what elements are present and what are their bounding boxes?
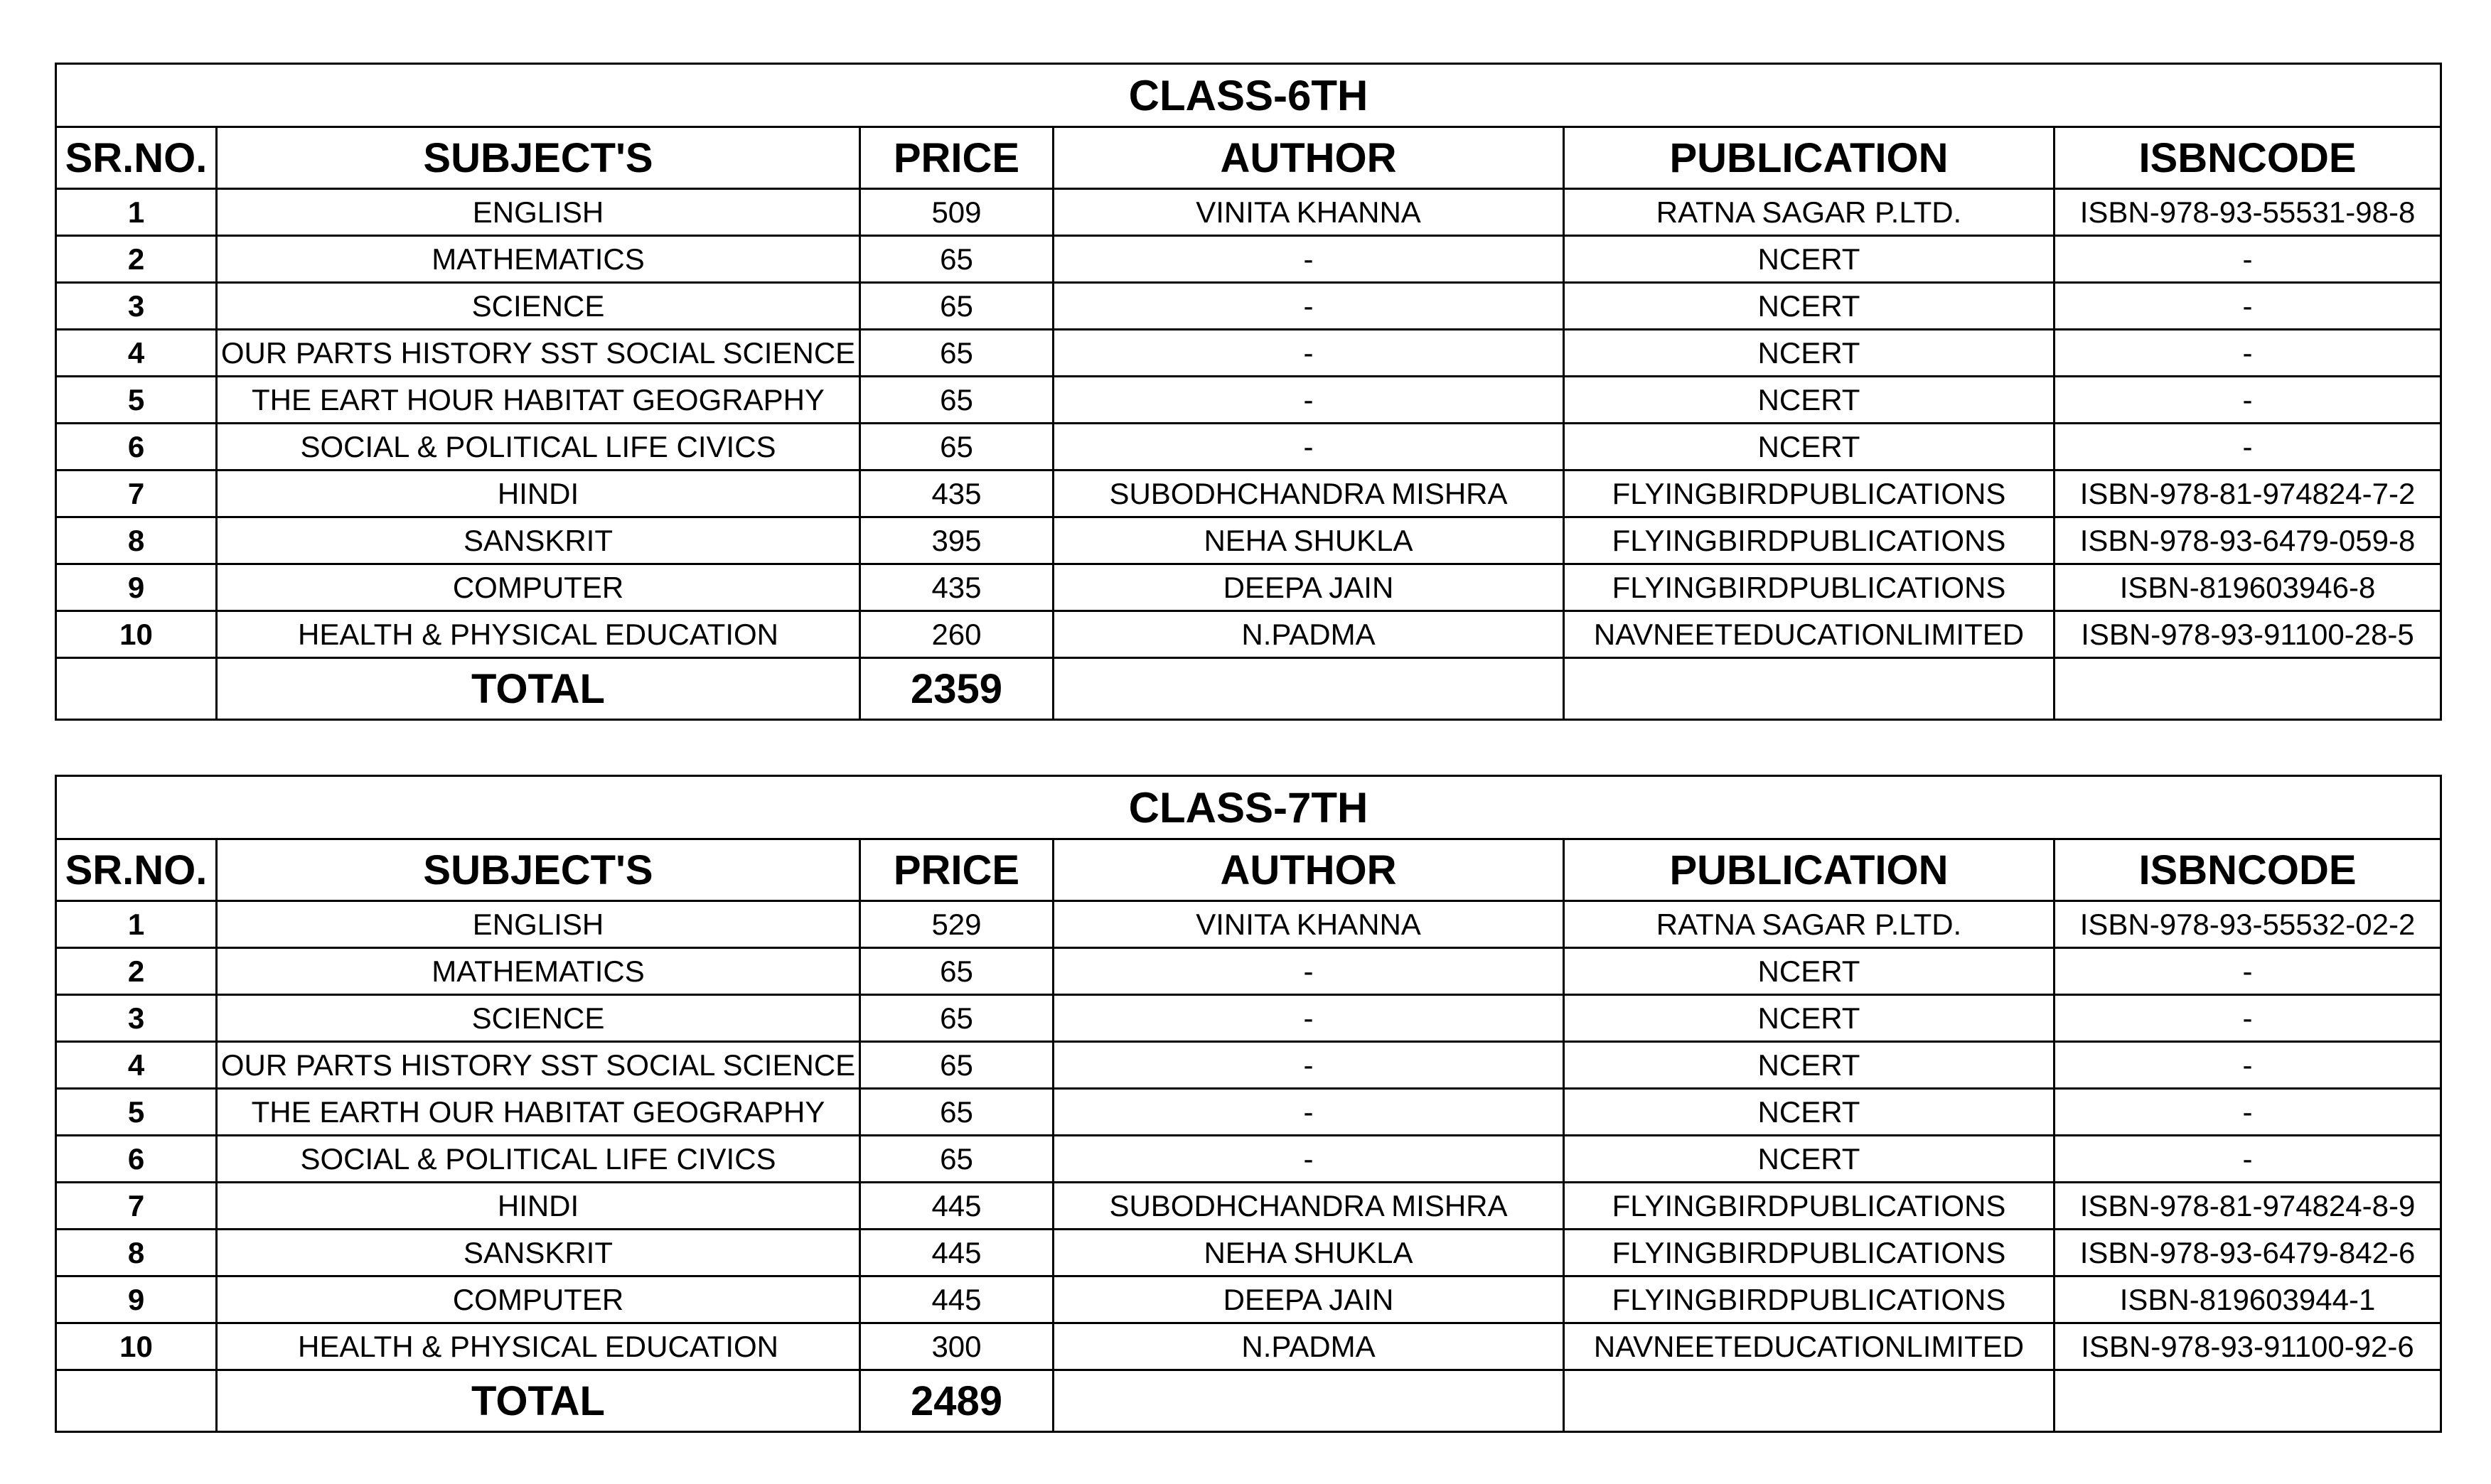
- cell-isbn: -: [2055, 1042, 2441, 1089]
- cell-publication: NAVNEETEDUCATIONLIMITED: [1564, 1323, 2055, 1370]
- cell-author: SUBODHCHANDRA MISHRA: [1054, 471, 1564, 517]
- table-row: [56, 948, 2441, 995]
- cell-isbn: -: [2055, 948, 2441, 995]
- cell-isbn: -: [2055, 283, 2441, 330]
- cell-sr-no: 9: [56, 564, 217, 611]
- cell-isbn: -: [2055, 424, 2441, 471]
- table-title: CLASS-6TH: [56, 64, 2441, 127]
- table-row: [56, 1323, 2441, 1370]
- cell-sr-no: 7: [56, 1183, 217, 1230]
- cell-subject: HEALTH & PHYSICAL EDUCATION: [217, 611, 860, 658]
- total-empty-cell: [1054, 658, 1564, 720]
- table-row: [56, 189, 2441, 236]
- table-row: [56, 1136, 2441, 1183]
- cell-sr-no: 4: [56, 330, 217, 377]
- cell-subject: HINDI: [217, 471, 860, 517]
- cell-price: 65: [860, 236, 1054, 283]
- cell-author: -: [1054, 283, 1564, 330]
- cell-isbn: ISBN-978-81-974824-7-2: [2055, 471, 2441, 517]
- table-title-row: [56, 64, 2441, 127]
- total-label: TOTAL: [217, 658, 860, 720]
- cell-isbn: ISBN-978-93-6479-842-6: [2055, 1230, 2441, 1276]
- total-value: 2489: [860, 1370, 1054, 1432]
- header-row: [56, 127, 2441, 189]
- cell-author: VINITA KHANNA: [1054, 901, 1564, 948]
- cell-author: DEEPA JAIN: [1054, 564, 1564, 611]
- header-isbn: ISBNCODE: [2055, 839, 2441, 901]
- cell-publication: NCERT: [1564, 424, 2055, 471]
- cell-publication: FLYINGBIRDPUBLICATIONS: [1564, 471, 2055, 517]
- cell-sr-no: 2: [56, 948, 217, 995]
- cell-subject: SCIENCE: [217, 995, 860, 1042]
- cell-author: N.PADMA: [1054, 1323, 1564, 1370]
- header-sr-no: SR.NO.: [56, 839, 217, 901]
- cell-price: 260: [860, 611, 1054, 658]
- cell-publication: NCERT: [1564, 283, 2055, 330]
- cell-author: NEHA SHUKLA: [1054, 1230, 1564, 1276]
- cell-price: 435: [860, 471, 1054, 517]
- cell-author: -: [1054, 948, 1564, 995]
- header-publication: PUBLICATION: [1564, 839, 2055, 901]
- cell-sr-no: 10: [56, 1323, 217, 1370]
- cell-sr-no: 10: [56, 611, 217, 658]
- cell-subject: ENGLISH: [217, 901, 860, 948]
- cell-price: 65: [860, 995, 1054, 1042]
- cell-sr-no: 8: [56, 1230, 217, 1276]
- table-row: [56, 901, 2441, 948]
- total-empty-cell: [1564, 658, 2055, 720]
- cell-subject: SANSKRIT: [217, 517, 860, 564]
- cell-subject: OUR PARTS HISTORY SST SOCIAL SCIENCE: [217, 330, 860, 377]
- cell-isbn: -: [2055, 377, 2441, 424]
- cell-price: 65: [860, 948, 1054, 995]
- cell-publication: FLYINGBIRDPUBLICATIONS: [1564, 564, 2055, 611]
- cell-sr-no: 1: [56, 901, 217, 948]
- cell-isbn: -: [2055, 1089, 2441, 1136]
- cell-price: 529: [860, 901, 1054, 948]
- cell-sr-no: 2: [56, 236, 217, 283]
- table-row: [56, 330, 2441, 377]
- cell-publication: NCERT: [1564, 1136, 2055, 1183]
- cell-author: -: [1054, 236, 1564, 283]
- cell-sr-no: 9: [56, 1276, 217, 1323]
- table-row: [56, 611, 2441, 658]
- cell-subject: OUR PARTS HISTORY SST SOCIAL SCIENCE: [217, 1042, 860, 1089]
- cell-publication: FLYINGBIRDPUBLICATIONS: [1564, 1230, 2055, 1276]
- cell-subject: HINDI: [217, 1183, 860, 1230]
- total-empty-cell: [2055, 1370, 2441, 1432]
- cell-sr-no: 3: [56, 995, 217, 1042]
- table-row: [56, 517, 2441, 564]
- cell-subject: SCIENCE: [217, 283, 860, 330]
- cell-publication: NCERT: [1564, 1089, 2055, 1136]
- cell-subject: SOCIAL & POLITICAL LIFE CIVICS: [217, 424, 860, 471]
- cell-sr-no: 5: [56, 1089, 217, 1136]
- table-row: [56, 1230, 2441, 1276]
- cell-isbn: -: [2055, 330, 2441, 377]
- cell-subject: MATHEMATICS: [217, 948, 860, 995]
- table-row: [56, 377, 2441, 424]
- cell-price: 65: [860, 1042, 1054, 1089]
- cell-sr-no: 7: [56, 471, 217, 517]
- cell-price: 395: [860, 517, 1054, 564]
- cell-subject: MATHEMATICS: [217, 236, 860, 283]
- cell-isbn: ISBN-978-93-55531-98-8: [2055, 189, 2441, 236]
- cell-subject: SANSKRIT: [217, 1230, 860, 1276]
- table-row: [56, 1042, 2441, 1089]
- cell-publication: RATNA SAGAR P.LTD.: [1564, 901, 2055, 948]
- cell-sr-no: 6: [56, 424, 217, 471]
- cell-price: 65: [860, 1136, 1054, 1183]
- total-value: 2359: [860, 658, 1054, 720]
- table-row: [56, 471, 2441, 517]
- cell-isbn: ISBN-819603946-8: [2055, 564, 2441, 611]
- cell-publication: NCERT: [1564, 995, 2055, 1042]
- cell-publication: FLYINGBIRDPUBLICATIONS: [1564, 1183, 2055, 1230]
- cell-author: VINITA KHANNA: [1054, 189, 1564, 236]
- cell-author: -: [1054, 1136, 1564, 1183]
- cell-sr-no: 1: [56, 189, 217, 236]
- total-empty-cell: [1054, 1370, 1564, 1432]
- cell-subject: ENGLISH: [217, 189, 860, 236]
- table-row: [56, 995, 2441, 1042]
- cell-author: N.PADMA: [1054, 611, 1564, 658]
- cell-subject: COMPUTER: [217, 564, 860, 611]
- cell-price: 509: [860, 189, 1054, 236]
- header-price: PRICE: [860, 127, 1054, 189]
- cell-publication: FLYINGBIRDPUBLICATIONS: [1564, 1276, 2055, 1323]
- header-subject: SUBJECT'S: [217, 127, 860, 189]
- cell-price: 65: [860, 283, 1054, 330]
- cell-sr-no: 5: [56, 377, 217, 424]
- cell-publication: RATNA SAGAR P.LTD.: [1564, 189, 2055, 236]
- cell-author: -: [1054, 424, 1564, 471]
- table-row: [56, 1089, 2441, 1136]
- total-label: TOTAL: [217, 1370, 860, 1432]
- cell-sr-no: 3: [56, 283, 217, 330]
- table-row: [56, 236, 2441, 283]
- header-subject: SUBJECT'S: [217, 839, 860, 901]
- cell-subject: HEALTH & PHYSICAL EDUCATION: [217, 1323, 860, 1370]
- cell-price: 65: [860, 377, 1054, 424]
- header-isbn: ISBNCODE: [2055, 127, 2441, 189]
- header-author: AUTHOR: [1054, 127, 1564, 189]
- cell-author: -: [1054, 995, 1564, 1042]
- class-7-book-table: [55, 775, 2442, 1433]
- cell-author: DEEPA JAIN: [1054, 1276, 1564, 1323]
- cell-author: -: [1054, 1042, 1564, 1089]
- cell-author: NEHA SHUKLA: [1054, 517, 1564, 564]
- cell-publication: NCERT: [1564, 377, 2055, 424]
- cell-isbn: ISBN-819603944-1: [2055, 1276, 2441, 1323]
- cell-isbn: -: [2055, 995, 2441, 1042]
- cell-author: -: [1054, 1089, 1564, 1136]
- cell-price: 445: [860, 1230, 1054, 1276]
- total-empty-cell: [2055, 658, 2441, 720]
- total-empty-cell: [56, 1370, 217, 1432]
- cell-author: -: [1054, 377, 1564, 424]
- total-row: [56, 658, 2441, 720]
- total-empty-cell: [1564, 1370, 2055, 1432]
- cell-price: 65: [860, 330, 1054, 377]
- header-price: PRICE: [860, 839, 1054, 901]
- table-title: CLASS-7TH: [56, 776, 2441, 839]
- cell-publication: NCERT: [1564, 330, 2055, 377]
- cell-subject: COMPUTER: [217, 1276, 860, 1323]
- cell-isbn: ISBN-978-93-55532-02-2: [2055, 901, 2441, 948]
- cell-publication: NCERT: [1564, 1042, 2055, 1089]
- cell-subject: SOCIAL & POLITICAL LIFE CIVICS: [217, 1136, 860, 1183]
- cell-subject: THE EARTH OUR HABITAT GEOGRAPHY: [217, 1089, 860, 1136]
- cell-author: -: [1054, 330, 1564, 377]
- cell-isbn: ISBN-978-93-91100-28-5: [2055, 611, 2441, 658]
- total-empty-cell: [56, 658, 217, 720]
- cell-isbn: -: [2055, 236, 2441, 283]
- cell-sr-no: 6: [56, 1136, 217, 1183]
- cell-isbn: ISBN-978-81-974824-8-9: [2055, 1183, 2441, 1230]
- cell-isbn: -: [2055, 1136, 2441, 1183]
- cell-price: 445: [860, 1276, 1054, 1323]
- cell-price: 300: [860, 1323, 1054, 1370]
- header-author: AUTHOR: [1054, 839, 1564, 901]
- table-row: [56, 1183, 2441, 1230]
- cell-price: 435: [860, 564, 1054, 611]
- header-publication: PUBLICATION: [1564, 127, 2055, 189]
- table-row: [56, 564, 2441, 611]
- cell-publication: FLYINGBIRDPUBLICATIONS: [1564, 517, 2055, 564]
- table-row: [56, 283, 2441, 330]
- cell-publication: NCERT: [1564, 948, 2055, 995]
- table-row: [56, 424, 2441, 471]
- cell-subject: THE EART HOUR HABITAT GEOGRAPHY: [217, 377, 860, 424]
- class-6-book-table: [55, 63, 2442, 721]
- total-row: [56, 1370, 2441, 1432]
- cell-sr-no: 8: [56, 517, 217, 564]
- cell-isbn: ISBN-978-93-6479-059-8: [2055, 517, 2441, 564]
- cell-isbn: ISBN-978-93-91100-92-6: [2055, 1323, 2441, 1370]
- cell-price: 65: [860, 1089, 1054, 1136]
- cell-sr-no: 4: [56, 1042, 217, 1089]
- cell-publication: NAVNEETEDUCATIONLIMITED: [1564, 611, 2055, 658]
- cell-price: 445: [860, 1183, 1054, 1230]
- header-sr-no: SR.NO.: [56, 127, 217, 189]
- cell-author: SUBODHCHANDRA MISHRA: [1054, 1183, 1564, 1230]
- header-row: [56, 839, 2441, 901]
- cell-publication: NCERT: [1564, 236, 2055, 283]
- table-title-row: [56, 776, 2441, 839]
- cell-price: 65: [860, 424, 1054, 471]
- table-row: [56, 1276, 2441, 1323]
